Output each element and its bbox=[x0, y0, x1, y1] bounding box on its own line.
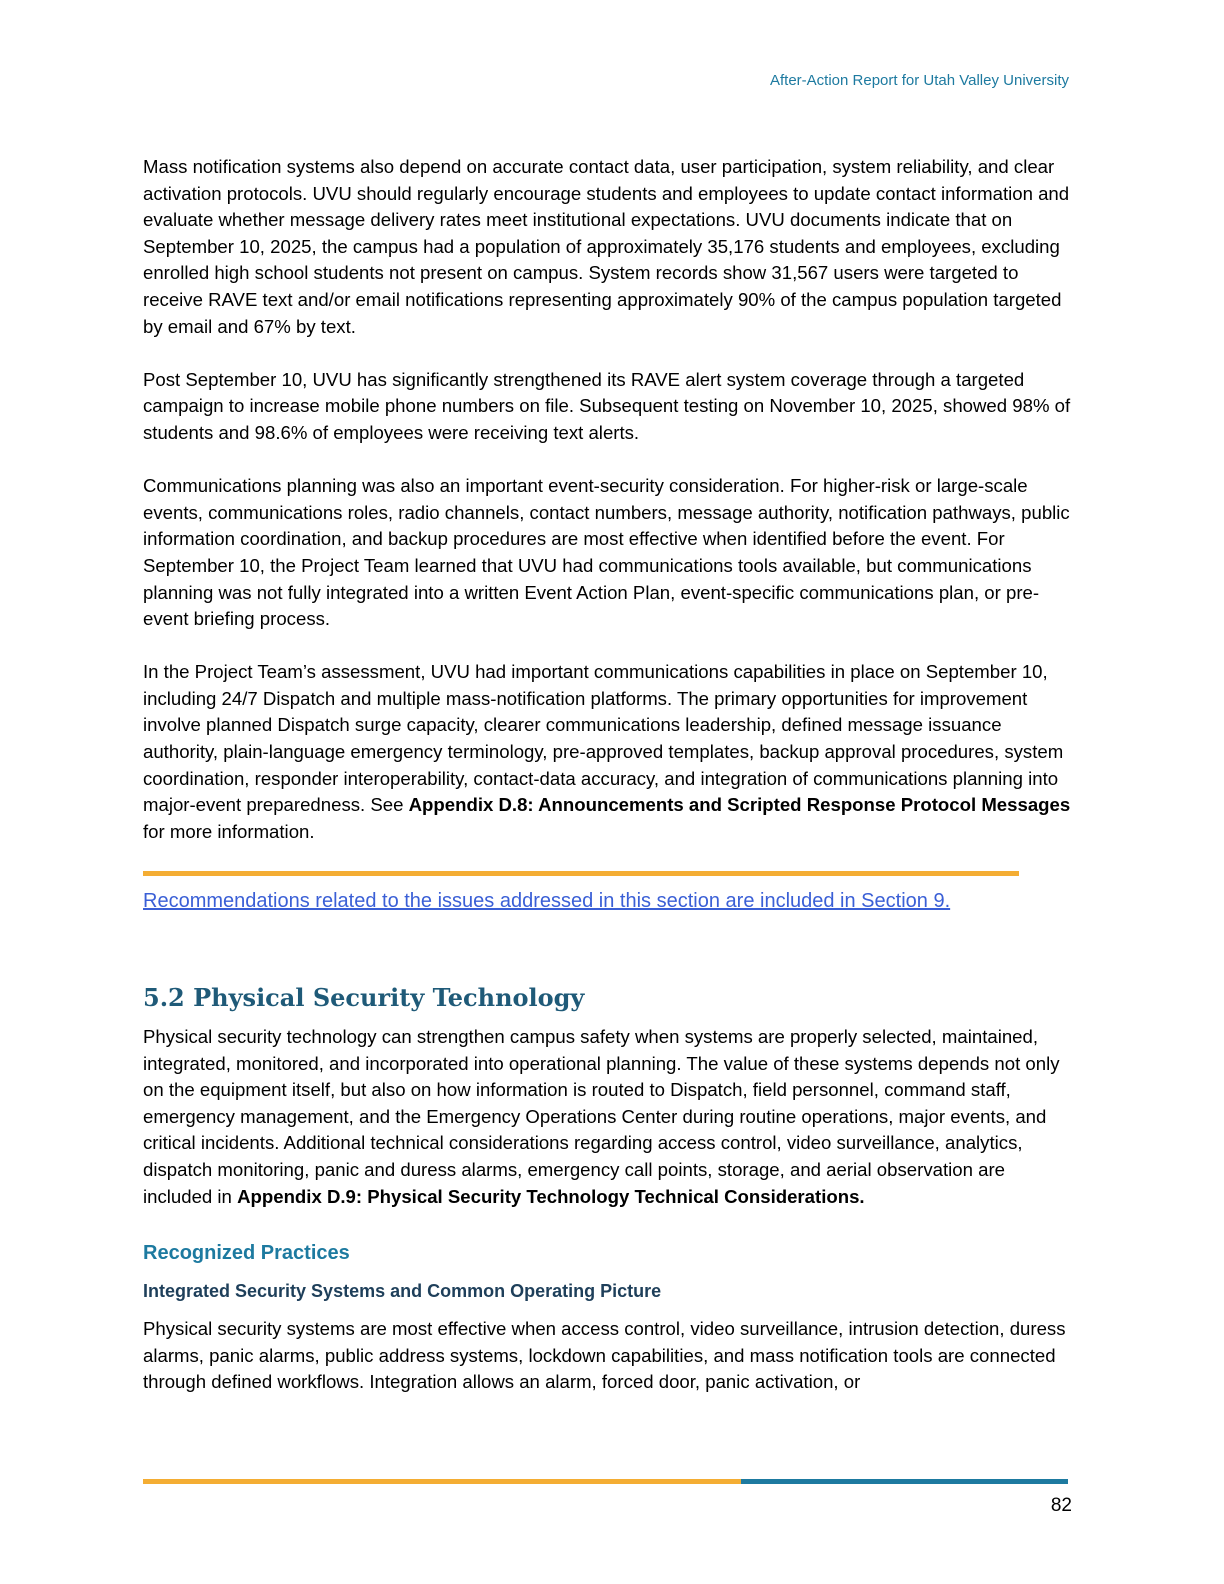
sub-heading: Recognized Practices bbox=[143, 1242, 350, 1265]
recommendations-link[interactable]: Recommendations related to the issues addressed in this section are included in Section 9. bbox=[143, 890, 951, 913]
paragraph-communications-planning: Communications planning was also an important event-security consideration. For higher-risk or large-scale events, communications roles, radio channels, contact numbers, message authority, notification pathways, public information coordination, and backup procedures are most effective when identified before the event. For September 10, the Project Team learned that UVU had communications tools available, but communications planning was not fully integrated into a written Event Action Plan, event-specific communications plan, or pre-event briefing process. bbox=[143, 475, 1070, 630]
appendix-reference: Appendix D.9: Physical Security Technology Technical Considerations. bbox=[237, 1185, 865, 1207]
paragraph-text: In the Project Team’s assessment, UVU had important communications capabilities in place on September 10, including 24/7 Dispatch and multiple mass-notification platforms. The primary opportunities for improvement involve planned Dispatch surge capacity, clearer communications leadership, defined message issuance authority, plain-language emergency terminology, pre-approved templates, backup approval procedures, system coordination, responder interoperability, contact-data accuracy, and integration of communications planning into major-event preparedness. See bbox=[143, 661, 1064, 816]
running-header: After-Action Report for Utah Valley University bbox=[770, 72, 1069, 89]
page-number: 82 bbox=[1050, 1495, 1072, 1516]
recommendation-divider bbox=[143, 871, 1019, 876]
paragraph-tail: for more information. bbox=[143, 820, 315, 842]
paragraph-physical-security bbox=[143, 1024, 1073, 1210]
section-heading: 5.2 Physical Security Technology bbox=[143, 983, 585, 1013]
footer-divider-blue bbox=[741, 1479, 1068, 1484]
paragraph-integrated-systems: Physical security systems are most effective when access control, video surveillance, intrusion detection, duress alarms, panic alarms, public address systems, lockdown capabilities, and mass notification tools are connected through defined workflows. Integration allows an alarm, forced door, panic activation, or bbox=[143, 1318, 1066, 1393]
footer-divider-orange bbox=[143, 1479, 741, 1484]
paragraph-text: Physical security technology can strengthen campus safety when systems are properly selected, maintained, integrated, monitored, and incorporated into operational planning. The value of these systems depends not only on the equipment itself, but also on how information is routed to Dispatch, field personnel, command staff, emergency management, and the Emergency Operations Center during routine operations, major events, and critical incidents. Additional technical considerations regarding access control, video surveillance, analytics, dispatch monitoring, panic and duress alarms, emergency call points, storage, and aerial observation are included in bbox=[143, 1026, 1060, 1207]
appendix-reference: Appendix D.8: Announcements and Scripted Response Protocol Messages bbox=[408, 794, 1071, 816]
paragraph-communications-assessment bbox=[143, 659, 1073, 845]
page-content bbox=[143, 154, 1073, 1423]
paragraph-mass-notification: Mass notification systems also depend on accurate contact data, user participation, system reliability, and clear activation protocols. UVU should regularly encourage students and employees to update contact information and evaluate whether message delivery rates meet institutional expectations. UVU documents indicate that on September 10, 2025, the campus had a population of approximately 35,176 students and employees, excluding enrolled high school students not present on campus. System records show 31,567 users were targeted to receive RAVE text and/or email notifications representing approximately 90% of the campus population targeted by email and 67% by text. bbox=[143, 156, 1070, 337]
paragraph-rave-coverage: Post September 10, UVU has significantly strengthened its RAVE alert system coverage through a targeted campaign to increase mobile phone numbers on file. Subsequent testing on November 10, 2025, showed 98% of students and 98.6% of employees were receiving text alerts. bbox=[143, 368, 1071, 443]
subsub-heading: Integrated Security Systems and Common Operating Picture bbox=[143, 1281, 662, 1302]
footer-divider bbox=[143, 1479, 1068, 1484]
